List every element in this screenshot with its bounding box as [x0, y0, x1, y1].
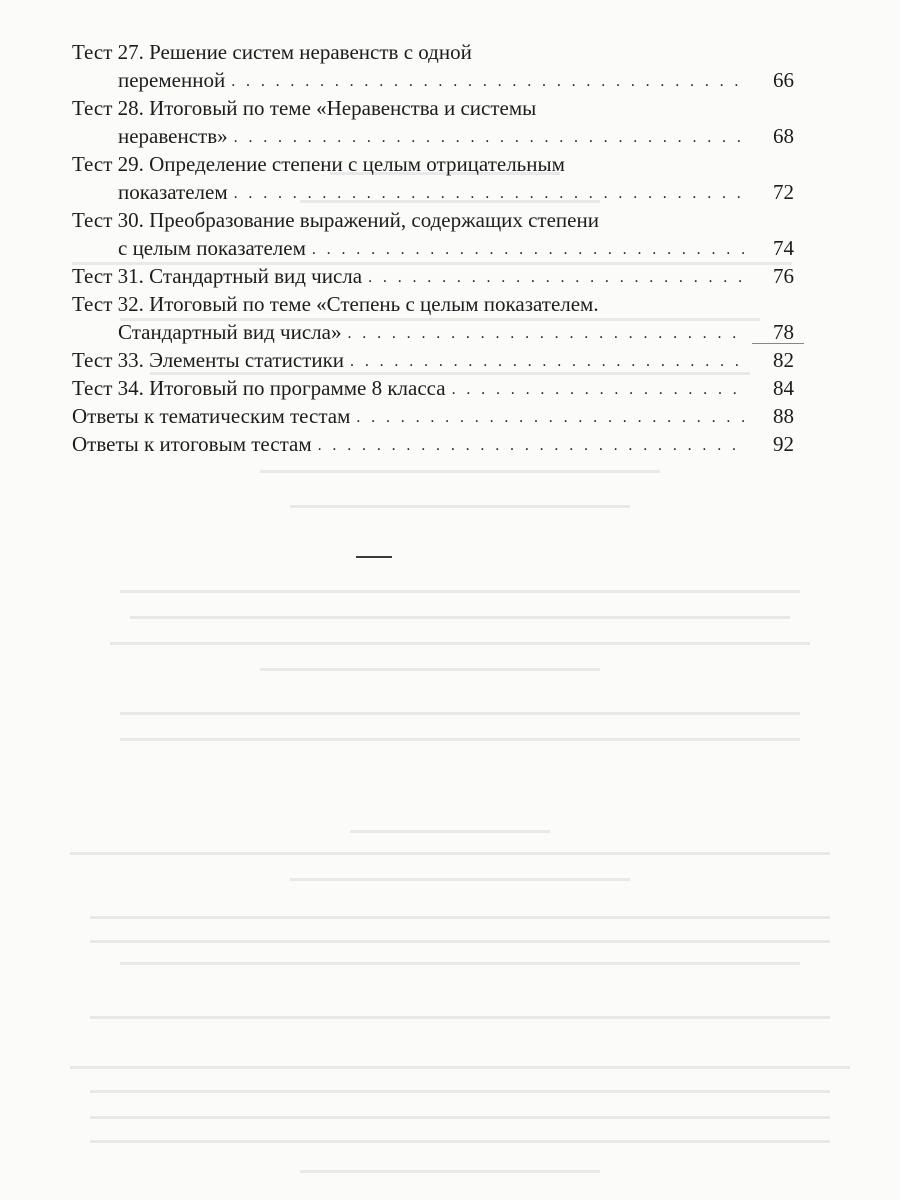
toc-entry-title: Тест 33. Элементы статистики [72, 348, 345, 372]
toc-entry-title: Тест 32. Итоговый по теме «Степень с целым показателем. [72, 292, 599, 316]
page-number: 84 [773, 376, 794, 400]
dot-leader [234, 180, 748, 208]
dot-leader [318, 432, 748, 460]
toc-entry-title: Тест 28. Итоговый по теме «Неравенства и системы [72, 96, 537, 120]
toc-entry-title: Тест 29. Определение степени с целым отрицательным [72, 152, 565, 176]
toc-entry-title: Ответы к тематическим тестам [72, 404, 351, 428]
toc-entry-title-continued: неравенств» [118, 124, 228, 148]
toc-entry-title: Ответы к итоговым тестам [72, 432, 312, 456]
toc-entry-test-28[interactable] [72, 94, 794, 150]
toc-entry-title-continued: показателем [118, 180, 228, 204]
page-number: 66 [773, 68, 794, 92]
divider-rule [356, 556, 392, 558]
page-number: 82 [773, 348, 794, 372]
toc-entry-test-30[interactable] [72, 206, 794, 262]
toc-entry-title: Тест 30. Преобразование выражений, содержащих степени [72, 208, 599, 232]
toc-entry-title: Тест 27. Решение систем неравенств с одной [72, 40, 472, 64]
toc-entry-test-32[interactable] [72, 290, 794, 346]
page-number: 92 [773, 432, 794, 456]
dot-leader [350, 348, 748, 376]
dot-leader [356, 404, 748, 432]
page-number: 78 [773, 320, 794, 344]
page-number: 76 [773, 264, 794, 288]
page-number: 68 [773, 124, 794, 148]
dot-leader [347, 320, 748, 348]
toc-entry-title-continued: Стандартный вид числа» [118, 320, 342, 344]
toc-entry-test-31[interactable] [72, 262, 794, 290]
dot-leader [231, 68, 748, 96]
dot-leader [452, 376, 748, 404]
toc-entry-test-27[interactable] [72, 38, 794, 94]
table-of-contents [72, 38, 794, 458]
toc-entry-title-continued: с целым показателем [118, 236, 306, 260]
toc-entry-final-answers[interactable] [72, 430, 794, 458]
page-number: 88 [773, 404, 794, 428]
dot-leader [234, 124, 748, 152]
dot-leader [368, 264, 748, 292]
page-number: 72 [773, 180, 794, 204]
page-number: 74 [773, 236, 794, 260]
dot-leader [312, 236, 748, 264]
toc-entry-test-34[interactable] [72, 374, 794, 402]
toc-entry-title: Тест 31. Стандартный вид числа [72, 264, 363, 288]
toc-entry-test-29[interactable] [72, 150, 794, 206]
toc-entry-title: Тест 34. Итоговый по программе 8 класса [72, 376, 446, 400]
toc-entry-title-continued: переменной [118, 68, 226, 92]
toc-entry-thematic-answers[interactable] [72, 402, 794, 430]
toc-entry-test-33[interactable] [72, 346, 794, 374]
